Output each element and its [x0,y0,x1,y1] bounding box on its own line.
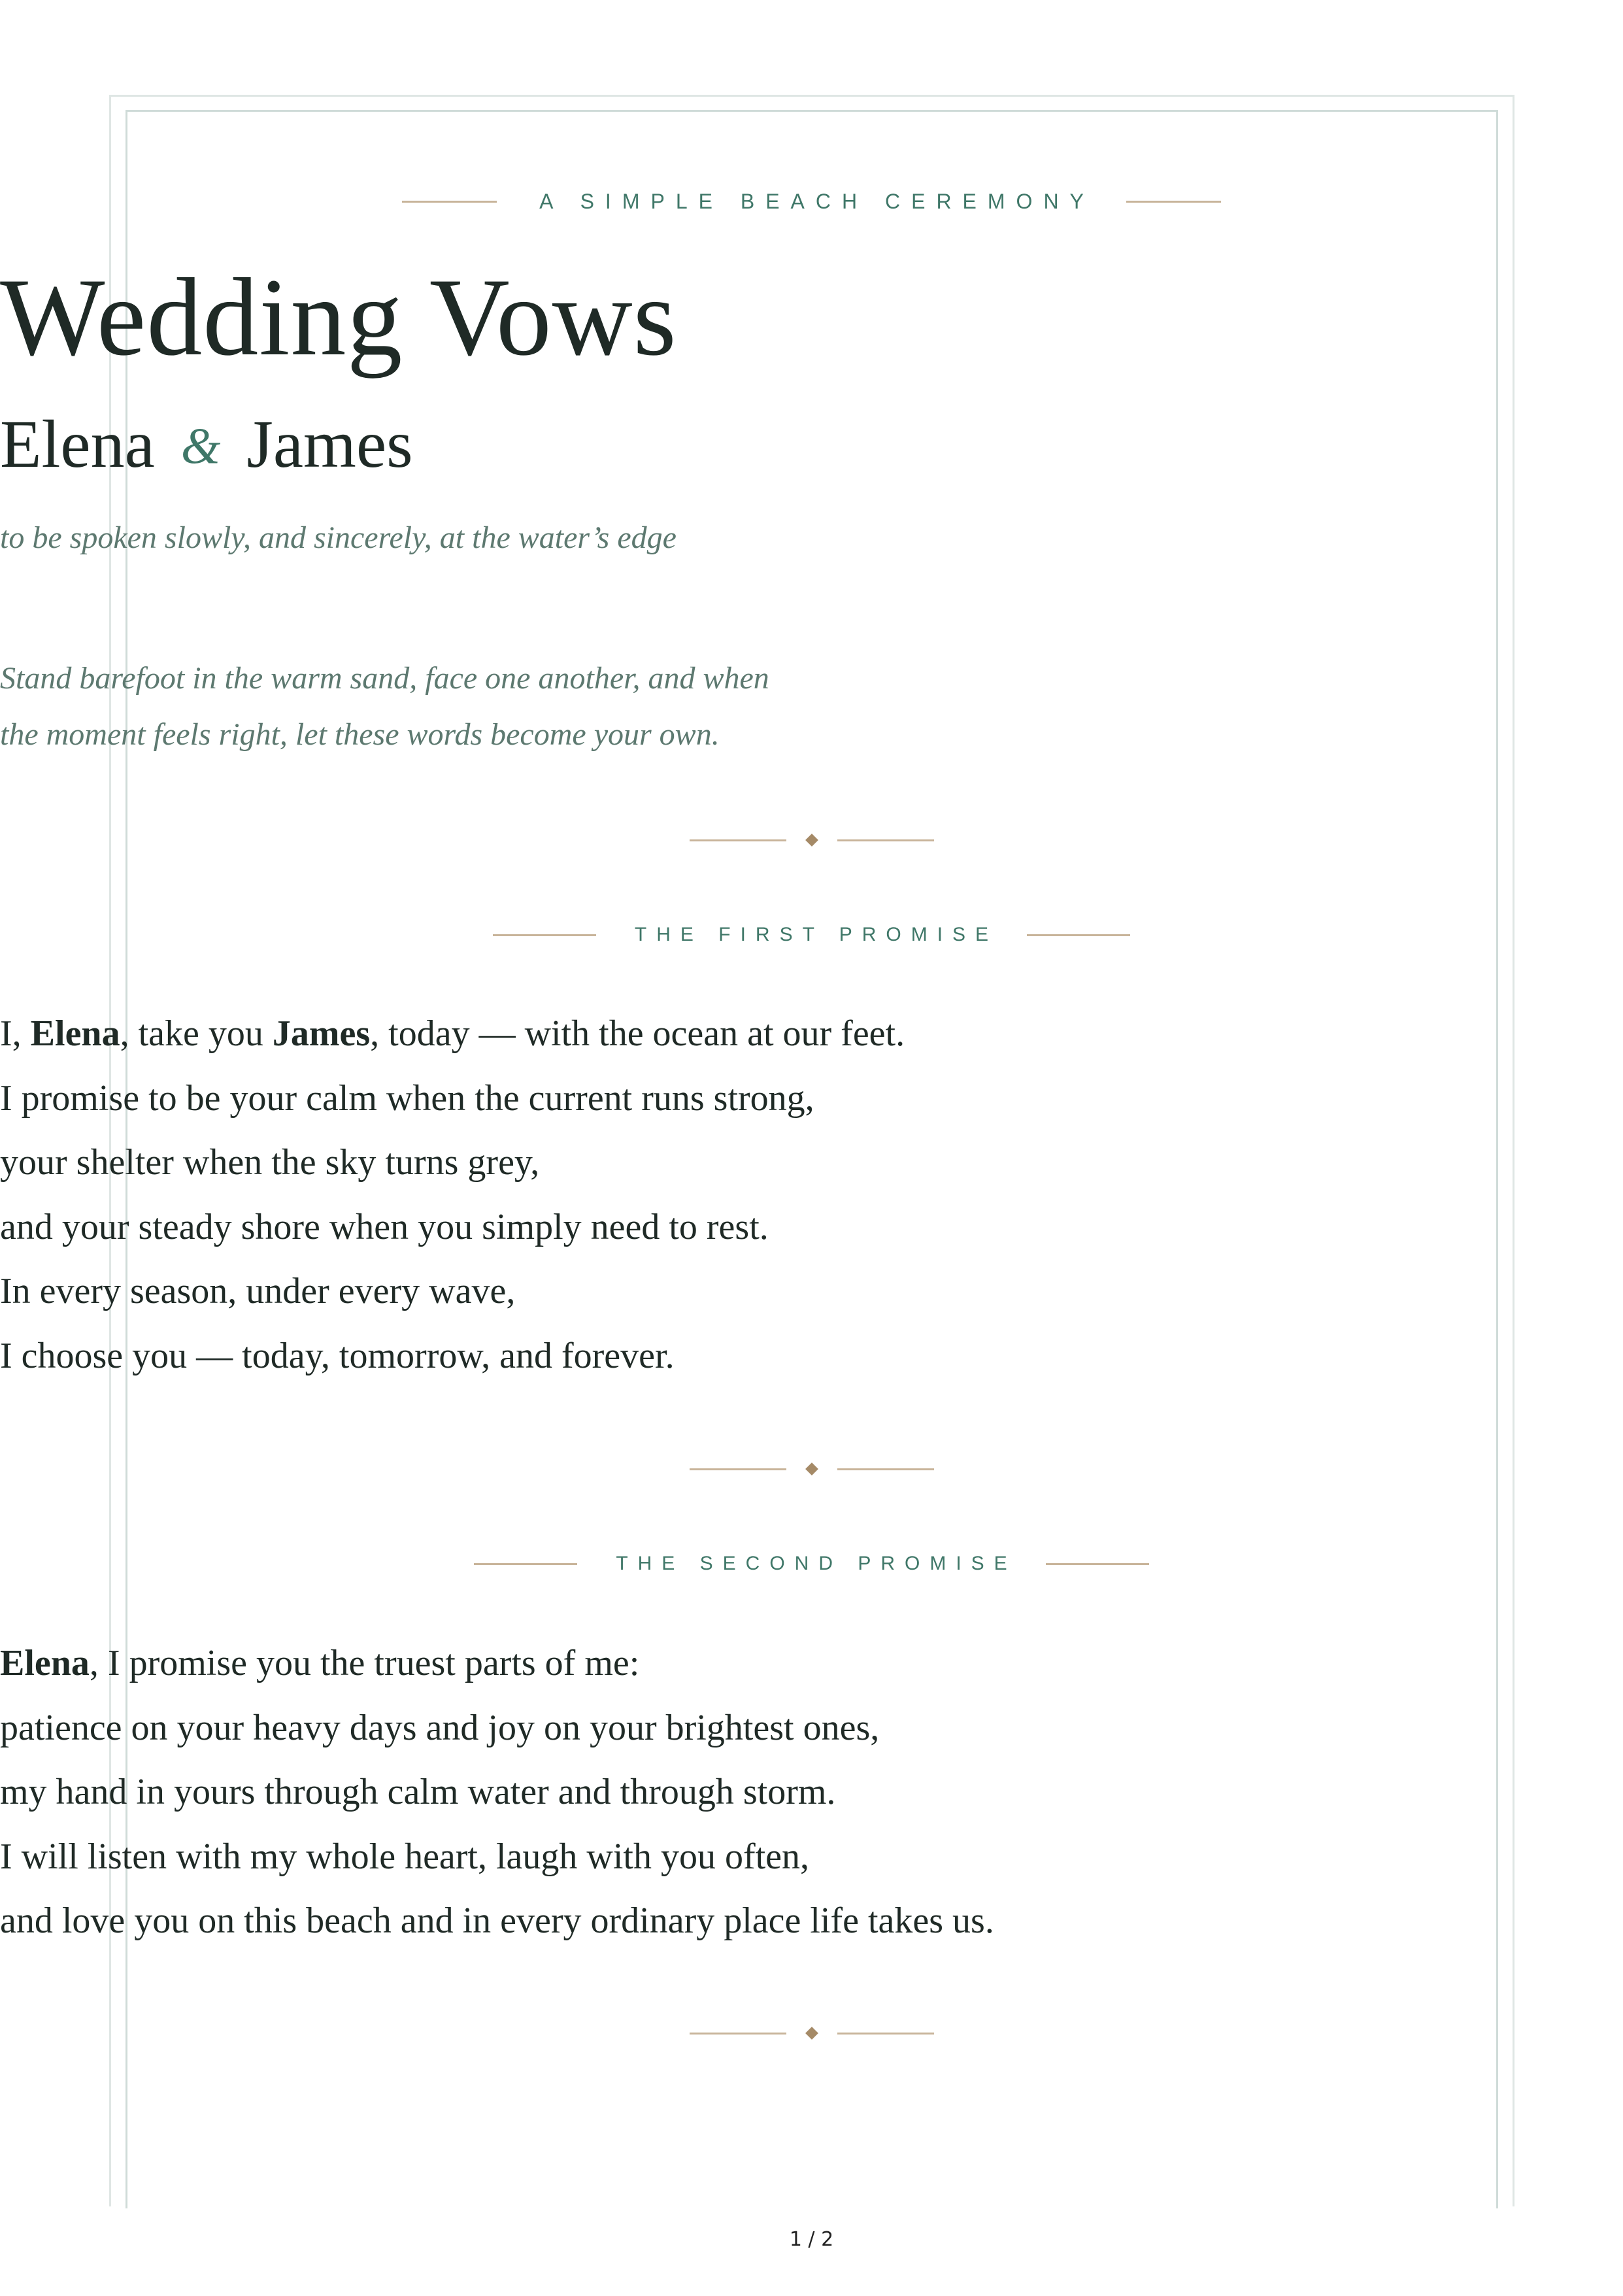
section-heading-second [0,1553,1623,1575]
vow-line: your shelter when the sky turns grey, [0,1142,540,1183]
diamond-icon [805,2027,818,2040]
name-emphasis: James [272,1013,371,1054]
first-promise-text [0,1002,1623,1388]
name-emphasis: Elena [0,1643,90,1683]
divider-rule-right [837,839,934,841]
intro-paragraph [0,650,1623,763]
vow-text: , today — with the ocean at our feet. [370,1013,905,1054]
heading-rule-left [493,934,596,936]
vow-line: In every season, under every wave, [0,1271,516,1311]
heading-label: THE SECOND PROMISE [616,1553,1017,1574]
vow-text: I, [0,1013,31,1054]
vow-line [0,1631,1623,1696]
ampersand-glyph: & [180,417,221,474]
heading-rule-left [474,1563,577,1565]
vow-line: patience on your heavy days and joy on your brightest ones, [0,1707,880,1748]
heading-rule-right [1046,1563,1149,1565]
heading-label: THE FIRST PROMISE [634,924,999,945]
couple-names [0,399,1623,496]
kicker-rule-right [1126,201,1221,203]
name-one: Elena [0,407,155,482]
diamond-icon [805,1462,818,1476]
intro-line: the moment feels right, let these words become your own. [0,717,720,752]
section-heading-first [0,924,1623,946]
intro-line: Stand barefoot in the warm sand, face one another, and when [0,661,769,696]
divider-rule-right [837,2033,934,2034]
name-two: James [246,407,413,482]
vow-line: I promise to be your calm when the current runs strong, [0,1077,814,1119]
heading-rule-right [1027,934,1130,936]
second-promise-text [0,1631,1623,1953]
vow-text: , I promise you the truest parts of me: [89,1643,640,1683]
tagline: to be spoken slowly, and sincerely, at the water’s edge [0,520,677,555]
divider-rule-left [690,839,786,841]
divider-rule-left [690,1468,786,1470]
divider-rule-left [690,2033,786,2034]
page-number: 1 / 2 [789,2228,834,2251]
vow-line: and love you on this beach and in every ordinary place life takes us. [0,1900,994,1941]
diamond-icon [805,834,818,847]
name-emphasis: Elena [30,1013,120,1054]
ornament-divider [0,836,1623,845]
kicker-rule-left [402,201,497,203]
divider-rule-right [837,1468,934,1470]
vow-line: my hand in yours through calm water and through storm. [0,1772,836,1812]
vow-line: and your steady shore when you simply need to rest. [0,1206,769,1247]
vow-line [0,1002,1623,1066]
vow-text: , take you [120,1013,273,1054]
ornament-divider [0,1464,1623,1474]
page-title: Wedding Vows [0,256,677,379]
kicker-label: A SIMPLE BEACH CEREMONY [539,190,1095,213]
ornament-divider [0,2029,1623,2038]
ceremony-kicker [0,190,1623,214]
vow-line: I choose you — today, tomorrow, and forever. [0,1335,675,1376]
vow-line: I will listen with my whole heart, laugh with you often, [0,1836,810,1877]
